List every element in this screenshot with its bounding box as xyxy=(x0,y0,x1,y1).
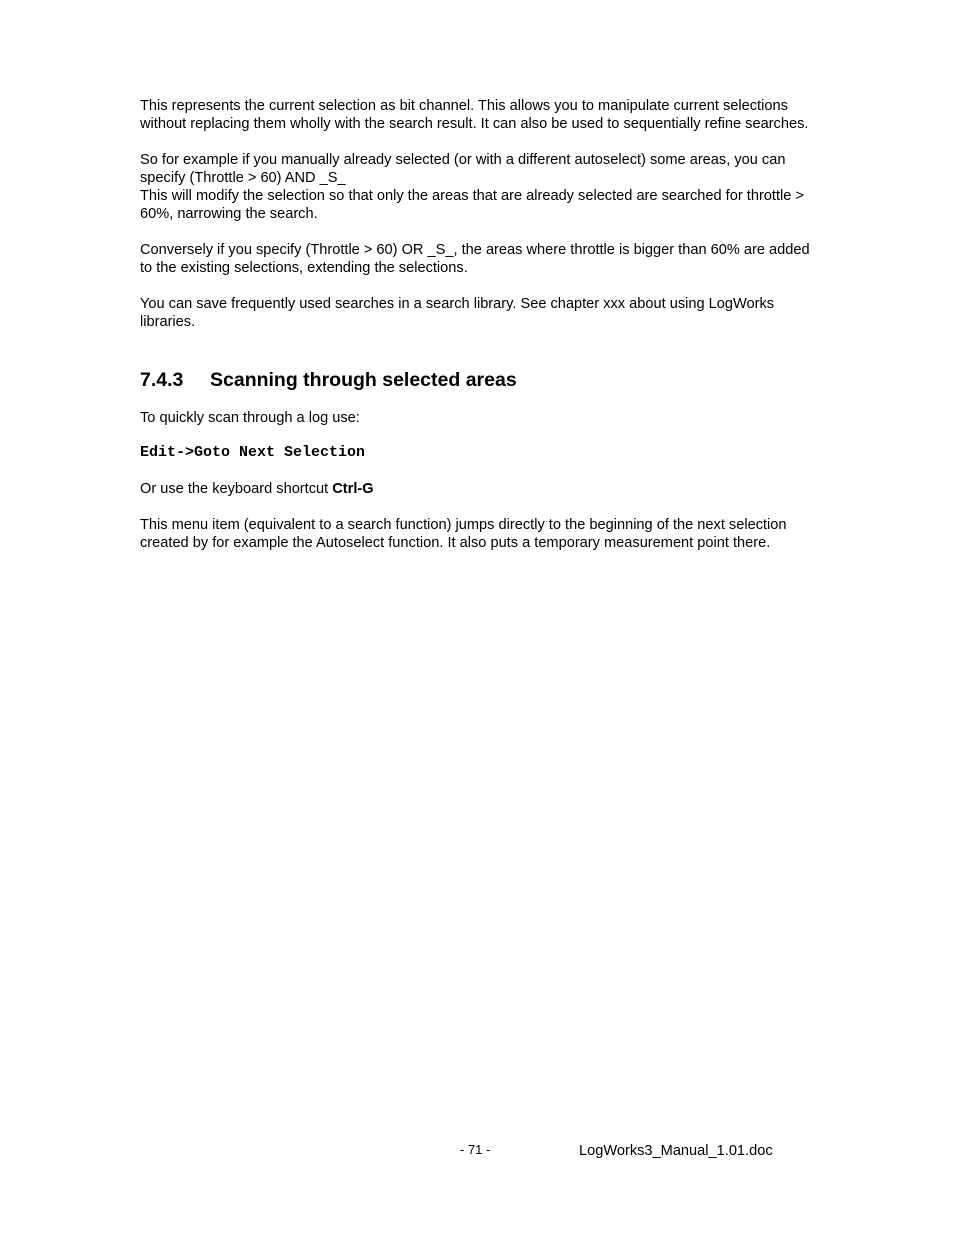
section-number: 7.4.3 xyxy=(140,369,184,391)
paragraph-example-or: Conversely if you specify (Throttle > 60) OR _S_, the areas where throttle is bigger than 60% are added to the existing selections, extending the selections. xyxy=(140,242,810,276)
footer-filename: LogWorks3_Manual_1.01.doc xyxy=(579,1143,773,1159)
shortcut-key: Ctrl-G xyxy=(332,481,374,497)
paragraph-shortcut xyxy=(140,480,820,498)
menu-path: Edit->Goto Next Selection xyxy=(140,444,366,461)
example-and-line2: This will modify the selection so that only the areas that are already selected are searched for throttle > 60%, narrowing the search. xyxy=(140,188,804,222)
page-content xyxy=(140,97,820,552)
section-heading xyxy=(140,367,820,393)
paragraph-example-and xyxy=(140,151,820,223)
paragraph-intro: To quickly scan through a log use: xyxy=(140,410,360,426)
page-number: - 71 - xyxy=(460,1142,491,1157)
example-and-line1: So for example if you manually already selected (or with a different autoselect) some areas, you can specify (Throttle > 60) AND _S_ xyxy=(140,152,786,186)
section-title: Scanning through selected areas xyxy=(210,369,517,391)
paragraph-description: This menu item (equivalent to a search function) jumps directly to the beginning of the next selection created by for example the Autoselect function. It also puts a temporary measurement point there. xyxy=(140,517,787,551)
paragraph-bit-channel: This represents the current selection as bit channel. This allows you to manipulate current selections without replacing them wholly with the search result. It can also be used to sequentially refine searches. xyxy=(140,98,809,132)
shortcut-prefix: Or use the keyboard shortcut xyxy=(140,481,333,497)
paragraph-search-library: You can save frequently used searches in a search library. See chapter xxx about using LogWorks libraries. xyxy=(140,296,775,330)
